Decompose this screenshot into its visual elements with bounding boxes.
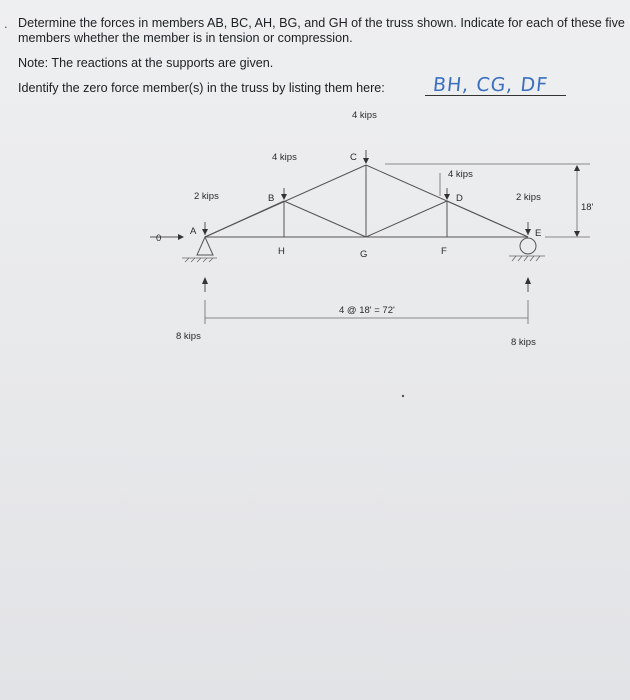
zero-marker: 0 <box>156 233 162 244</box>
left-reaction-label: 8 kips <box>176 331 201 342</box>
dimension-lines <box>205 164 590 324</box>
joint-f-label: F <box>441 246 447 257</box>
b-load-label: 4 kips <box>272 152 297 163</box>
note-text: Note: The reactions at the supports are given. <box>18 56 274 70</box>
question-text: Determine the forces in members AB, BC, AH, BG, and GH of the truss shown. Indicate for each of these five members whether the member is in tension or compression. <box>18 16 625 45</box>
joint-d-label: D <box>456 193 463 204</box>
identify-prompt: Identify the zero force member(s) in the truss by listing them here: <box>18 81 385 95</box>
roller-support-right <box>509 238 545 261</box>
joint-a-label: A <box>190 226 197 237</box>
joint-b-label: B <box>268 193 275 204</box>
pin-support-left <box>182 237 217 262</box>
e-load-label: 2 kips <box>516 192 541 203</box>
stray-dot <box>402 395 404 397</box>
joint-g-label: G <box>360 249 368 260</box>
joint-c-label: C <box>350 152 357 163</box>
load-arrows <box>150 150 531 292</box>
right-reaction-label: 8 kips <box>511 337 536 348</box>
span-dimension-label: 4 @ 18' = 72' <box>339 305 395 316</box>
d-load-label: 4 kips <box>448 169 473 180</box>
height-dimension-label: 18' <box>581 202 594 213</box>
handwritten-answer: BH, CG, DF <box>431 74 550 96</box>
top-load-label: 4 kips <box>352 110 377 121</box>
joint-e-label: E <box>535 228 542 239</box>
truss-members <box>205 165 528 237</box>
joint-h-label: H <box>278 246 285 257</box>
a-load-label: 2 kips <box>194 191 219 202</box>
bullet: . <box>4 16 8 31</box>
